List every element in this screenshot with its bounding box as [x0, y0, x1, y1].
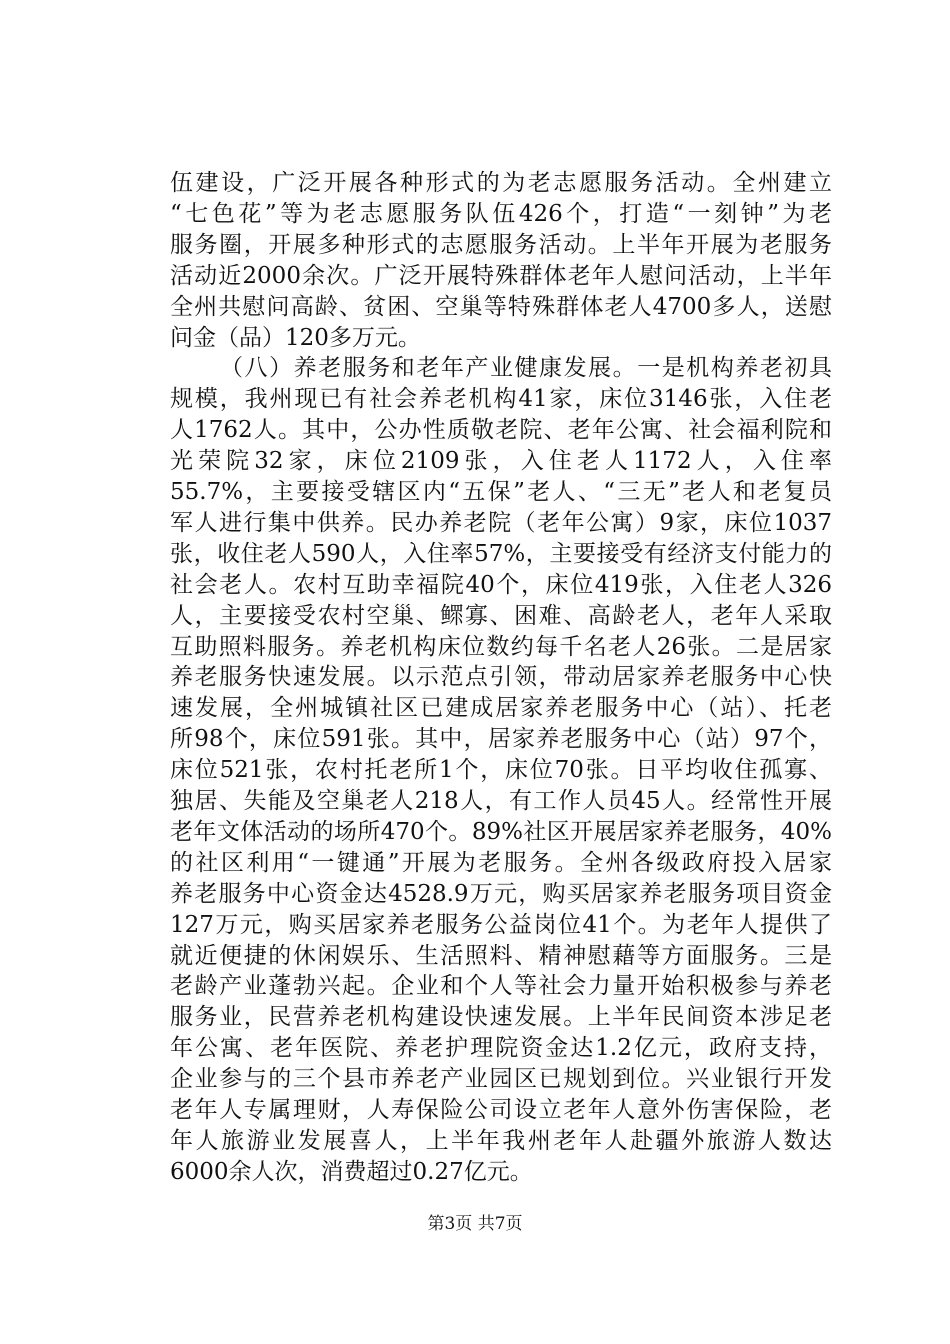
body-text-line: 就近便捷的休闲娱乐、生活照料、精神慰藉等方面服务。三是 [170, 942, 832, 969]
body-text-line: 社会老人。农村互助幸福院40个，床位419张，入住老人326 [170, 571, 832, 598]
page-footer: 第3页 共7页 [427, 1214, 523, 1234]
body-text-line: 企业参与的三个县市养老产业园区已规划到位。兴业银行开发 [170, 1066, 832, 1093]
body-text-line: 老龄产业蓬勃兴起。企业和个人等社会力量开始积极参与养老 [170, 973, 832, 1000]
body-text-line: 军人进行集中供养。民办养老院（老年公寓）9家，床位1037 [170, 509, 832, 536]
body-text-line: 活动近2000余次。广泛开展特殊群体老年人慰问活动，上半年 [170, 262, 832, 289]
body-text-line: 床位521张，农村托老所1个，床位70张。日平均收住孤寡、 [170, 757, 832, 784]
body-text-line: 55.7%，主要接受辖区内“五保”老人、“三无”老人和老复员 [170, 479, 832, 505]
body-text-line: 伍建设，广泛开展各种形式的为老志愿服务活动。全州建立 [170, 170, 832, 196]
section-heading-line: （八）养老服务和老年产业健康发展。一是机构养老初具 [220, 355, 832, 382]
body-text-line: 老年人专属理财，人寿保险公司设立老年人意外伤害保险，老 [170, 1097, 832, 1123]
body-text-line: 6000余人次，消费超过0.27亿元。 [170, 1158, 533, 1185]
body-text-line: 老年文体活动的场所470个。89%社区开展居家养老服务，40% [170, 818, 832, 845]
body-text-line: 服务业，民营养老机构建设快速发展。上半年民间资本涉足老 [170, 1004, 832, 1031]
body-text-line: 年公寓、老年医院、养老护理院资金达1.2亿元，政府支持， [170, 1035, 832, 1062]
body-text-line: 年人旅游业发展喜人，上半年我州老年人赴疆外旅游人数达 [170, 1127, 832, 1154]
body-text-line: 人1762人。其中，公办性质敬老院、老年公寓、社会福利院和 [170, 417, 832, 444]
body-text-line: 独居、失能及空巢老人218人，有工作人员45人。经常性开展 [170, 788, 832, 814]
body-text-line: “七色花”等为老志愿服务队伍426个，打造“一刻钟”为老 [170, 200, 832, 227]
body-text-line: 127万元，购买居家养老服务公益岗位41个。为老年人提供了 [170, 911, 832, 938]
body-text-line: 服务圈，开展多种形式的志愿服务活动。上半年开展为老服务 [170, 231, 832, 258]
body-text-line: 所98个，床位591张。其中，居家养老服务中心（站）97个， [170, 726, 832, 753]
body-text-line: 人，主要接受农村空巢、鳏寡、困难、高龄老人，老年人采取 [170, 602, 832, 629]
body-text-line: 问金（品）120多万元。 [170, 324, 421, 351]
body-text-line: 全州共慰问高龄、贫困、空巢等特殊群体老人4700多人，送慰 [170, 293, 832, 320]
body-text-line: 规模，我州现已有社会养老机构41家，床位3146张，入住老 [170, 386, 832, 413]
body-text-line: 速发展，全州城镇社区已建成居家养老服务中心（站）、托老 [170, 695, 832, 722]
body-text-line: 养老服务快速发展。以示范点引领，带动居家养老服务中心快 [170, 664, 832, 691]
body-text-line: 张，收住老人590人，入住率57%，主要接受有经济支付能力的 [170, 540, 832, 567]
body-text-line: 的社区利用“一键通”开展为老服务。全州各级政府投入居家 [170, 849, 832, 876]
body-text-line: 养老服务中心资金达4528.9万元，购买居家养老服务项目资金 [170, 880, 832, 907]
body-text-line: 互助照料服务。养老机构床位数约每千名老人26张。二是居家 [170, 633, 832, 660]
body-text-line: 光荣院32家，床位2109张，入住老人1172人，入住率 [170, 448, 832, 475]
